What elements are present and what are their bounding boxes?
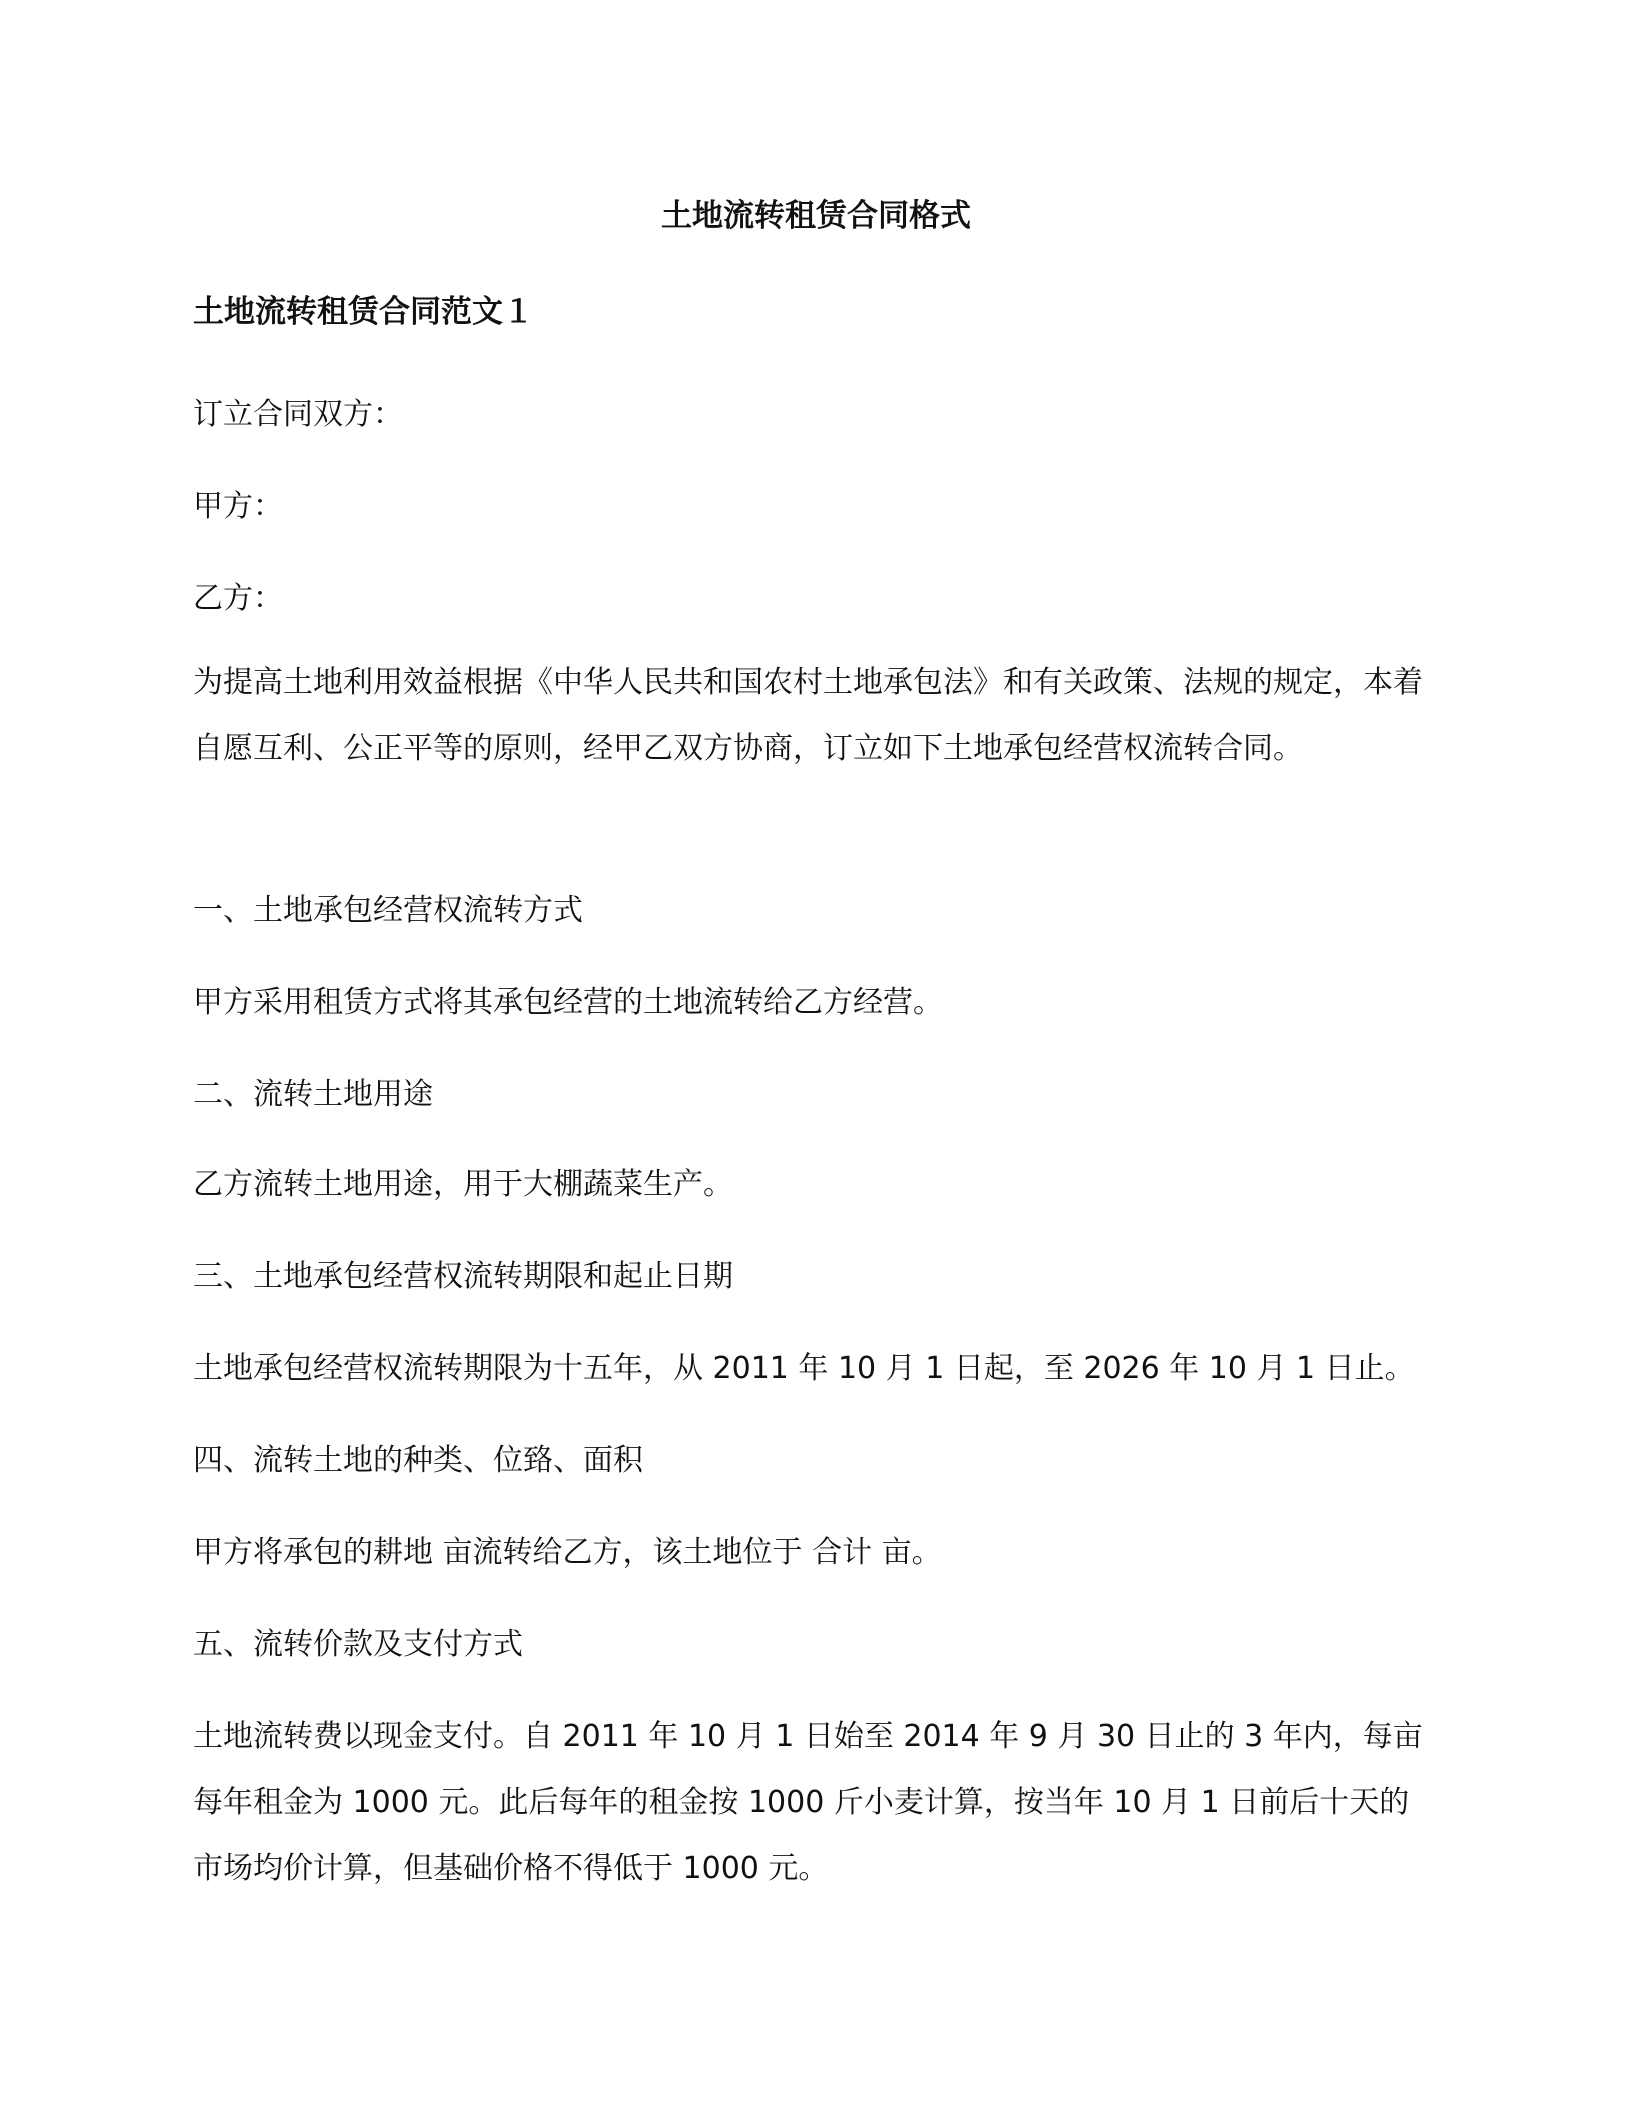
clause-5-text: 土地流转费以现金支付。自 2011 年 10 月 1 日始至 2014 年 9 月 30 日止的 3 年内，每亩每年租金为 1000 元。此后每年的租金按 1000 斤小麦计算，按当年 10 月 1 日前后十天的市场均价计算，但基础价格不得低于 1000 元。 [193,1719,1423,1886]
clause-1-heading: 一、土地承包经营权流转方式 [193,893,583,928]
clause-4-heading: 四、流转土地的种类、位臵、面积 [193,1443,643,1478]
preamble-paragraph: 为提高土地利用效益根据《中华人民共和国农村土地承包法》和有关政策、法规的规定，本着自愿互利、公正平等的原则，经甲乙双方协商，订立如下土地承包经营权流转合同。 [193,665,1423,766]
clause-2-text: 乙方流转土地用途，用于大棚蔬菜生产。 [193,1167,733,1202]
clause-1-text: 甲方采用租赁方式将其承包经营的土地流转给乙方经营。 [193,985,943,1020]
parties-heading: 订立合同双方： [193,397,403,432]
party-a-line: 甲方： [193,489,283,524]
clause-2-heading: 二、流转土地用途 [193,1077,433,1112]
clause-3-heading: 三、土地承包经营权流转期限和起止日期 [193,1259,733,1294]
clause-4-text: 甲方将承包的耕地 亩流转给乙方，该土地位于 合计 亩。 [193,1535,942,1570]
document-title: 土地流转租赁合同格式 [661,198,971,234]
clause-3-text: 土地承包经营权流转期限为十五年，从 2011 年 10 月 1 日起，至 2026 年 10 月 1 日止。 [193,1351,1415,1386]
section-title: 土地流转租赁合同范文１ [193,294,534,330]
party-b-line: 乙方： [193,581,283,616]
clause-5-heading: 五、流转价款及支付方式 [193,1627,523,1662]
